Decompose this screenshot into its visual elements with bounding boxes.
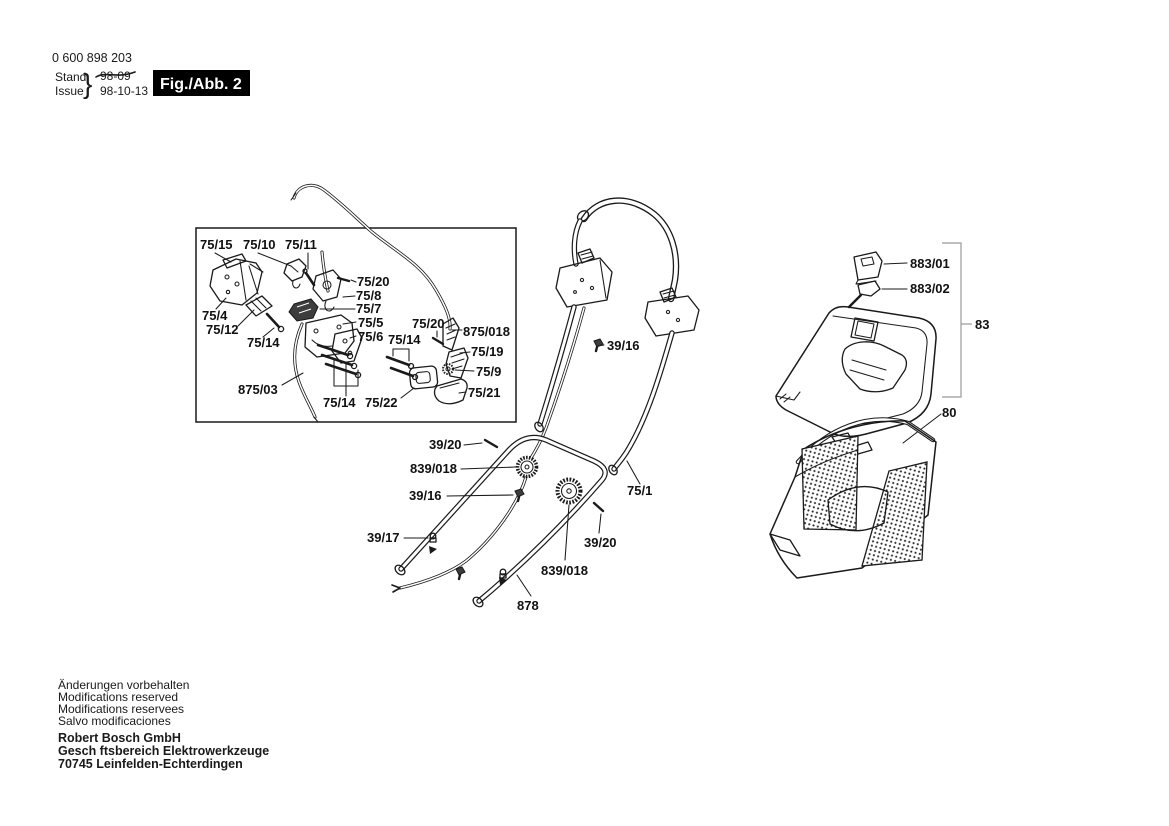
callout-75-15: 75/15 <box>200 237 233 252</box>
callout-839-018-lower: 839/018 <box>541 563 588 578</box>
callout-75-8: 75/8 <box>356 288 382 303</box>
callout-75-20-top: 75/20 <box>357 274 390 289</box>
issue-label: Issue <box>55 84 84 98</box>
callout-75-7: 75/7 <box>356 301 382 316</box>
footer <box>58 678 269 771</box>
callout-39-16-mid: 39/16 <box>409 488 442 503</box>
old-date-struck: 98-09 <box>100 69 131 83</box>
header <box>52 51 250 99</box>
stand-label: Stand <box>55 70 87 84</box>
basket-mesh-left <box>802 436 858 530</box>
footer-note-es: Salvo modificaciones <box>58 714 171 728</box>
callout-75-9: 75/9 <box>476 364 502 379</box>
callout-875-018: 875/018 <box>463 324 510 339</box>
figure-label: Fig./Abb. 2 <box>160 76 242 93</box>
part-75-7-connector <box>289 299 318 321</box>
part-75-21-cap <box>435 379 468 404</box>
part-39-20-pin-lower <box>594 503 603 511</box>
callout-75-11: 75/11 <box>285 237 317 252</box>
callout-75-14-right: 75/14 <box>388 332 421 347</box>
callout-83: 83 <box>975 317 990 332</box>
callout-75-6: 75/6 <box>358 329 384 344</box>
part-883-01-cover-plate <box>854 252 882 284</box>
callout-75-5: 75/5 <box>358 315 384 330</box>
callout-39-20-upper: 39/20 <box>429 437 462 452</box>
footer-company-name: Robert Bosch GmbH <box>58 731 181 745</box>
part-839-018-disc-lower <box>558 480 581 503</box>
callout-883-01: 883/01 <box>910 256 950 271</box>
callout-39-20-lower: 39/20 <box>584 535 617 550</box>
footer-note-fr: Modifications reservees <box>58 702 185 716</box>
part-80-grass-basket <box>770 420 936 578</box>
callout-839-018-upper: 839/018 <box>410 461 457 476</box>
loose-clip-dark <box>456 567 465 579</box>
part-39-20-pin-upper <box>485 440 497 447</box>
callout-75-21: 75/21 <box>468 385 501 400</box>
part-75-14-screw-left <box>267 314 284 332</box>
callout-39-17: 39/17 <box>367 530 400 545</box>
callout-80: 80 <box>942 405 957 420</box>
footer-company-city: 70745 Leinfelden-Echterdingen <box>58 757 243 771</box>
part-75-20-pin-top <box>338 278 349 281</box>
direction-arrow <box>429 546 437 554</box>
callout-75-1: 75/1 <box>627 483 653 498</box>
part-839-018-disc-upper <box>518 458 537 477</box>
callout-75-20-right: 75/20 <box>412 316 445 331</box>
part-75-4-switch-housing <box>210 259 263 305</box>
callout-75-14-center: 75/14 <box>323 395 356 410</box>
part-number: 0 600 898 203 <box>52 51 132 65</box>
callout-75-4: 75/4 <box>202 308 228 323</box>
date-brace: } <box>83 68 93 99</box>
callout-875-03: 875/03 <box>238 382 278 397</box>
issue-date: 98-10-13 <box>100 84 149 98</box>
basket-mesh-right <box>862 462 927 566</box>
callout-75-19: 75/19 <box>471 344 504 359</box>
callout-75-12: 75/12 <box>206 322 239 337</box>
callout-75-10: 75/10 <box>243 237 276 252</box>
part-875-03-cable <box>295 324 318 422</box>
footer-company-division: Gesch ftsbereich Elektrowerkzeuge <box>58 744 270 758</box>
part-75-15-plate <box>223 254 246 268</box>
part-75-22-bracket <box>409 366 438 390</box>
part-883-02-clip <box>849 281 880 307</box>
callout-878: 878 <box>517 598 539 613</box>
part-75-5-switch-body <box>305 315 354 357</box>
callout-883-02: 883/02 <box>910 281 950 296</box>
callout-75-14-left: 75/14 <box>247 335 280 350</box>
footer-note-en: Modifications reserved <box>58 690 179 704</box>
callout-39-16-upper: 39/16 <box>607 338 640 353</box>
callout-75-22: 75/22 <box>365 395 398 410</box>
part-83-cover-housing <box>776 307 936 454</box>
footer-note-de: Änderungen vorbehalten <box>58 678 190 692</box>
cable-split-ends <box>392 585 400 592</box>
part-75-10-clamp <box>284 259 306 288</box>
